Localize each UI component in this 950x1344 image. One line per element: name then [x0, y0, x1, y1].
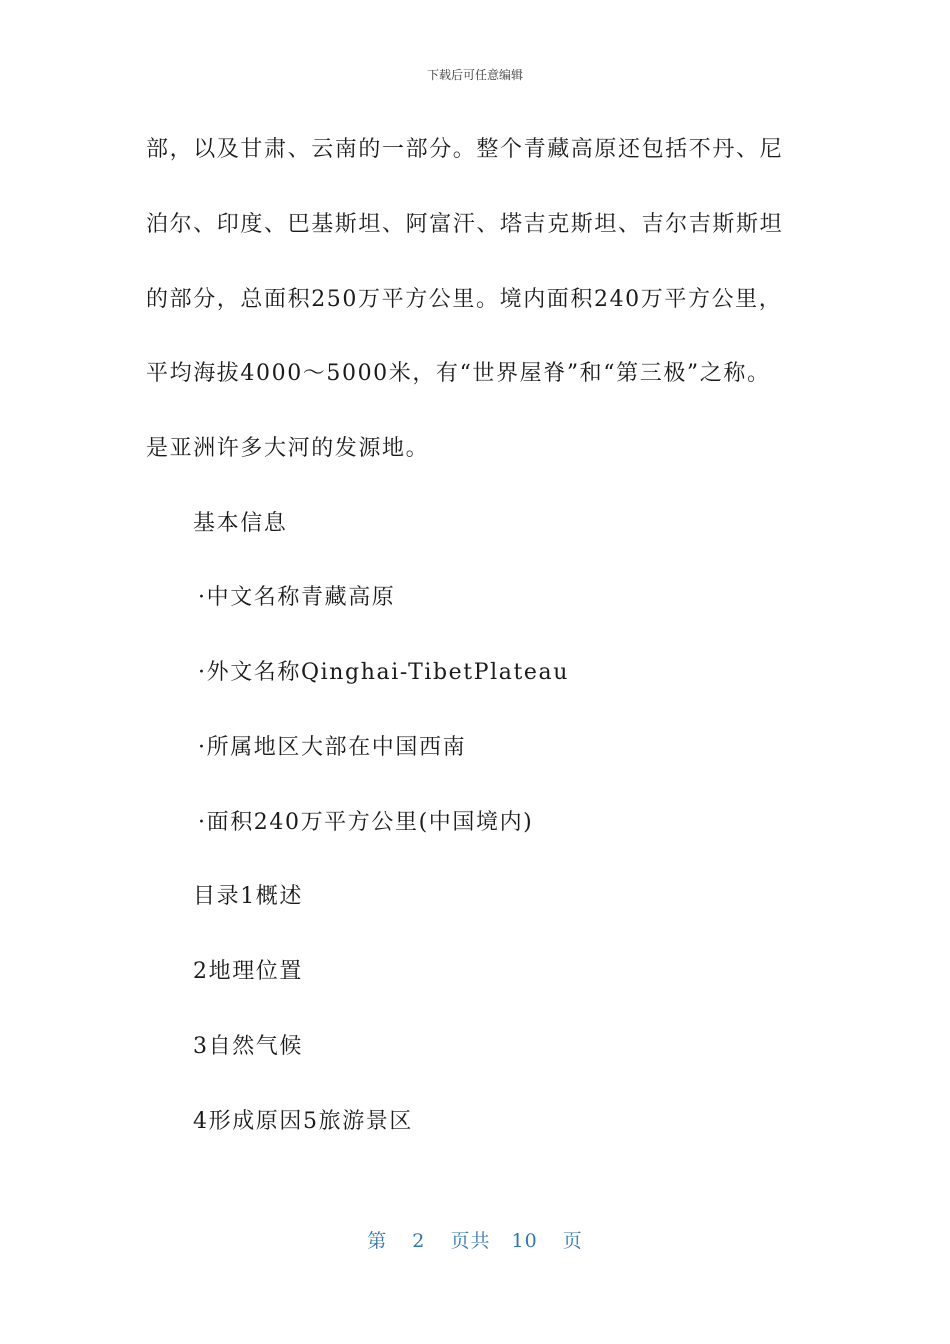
info-item: ·中文名称青藏高原: [198, 585, 396, 610]
info-item: ·外文名称Qinghai-TibetPlateau: [198, 660, 570, 685]
footer-page-number: 2: [412, 1230, 426, 1252]
page-footer: [0, 1226, 950, 1253]
info-item: ·所属地区大部在中国西南: [198, 735, 467, 760]
toc-item: 4形成原因5旅游景区: [193, 1109, 413, 1134]
body-line: 平均海拔4000～5000米，有“世界屋脊”和“第三极”之称。: [146, 361, 771, 386]
toc-item: 目录1概述: [193, 884, 303, 909]
info-item: ·面积240万平方公里(中国境内): [198, 810, 534, 835]
info-title: 基本信息: [193, 511, 288, 536]
footer-suffix: 页: [562, 1230, 583, 1252]
body-line: 部，以及甘肃、云南的一部分。整个青藏高原还包括不丹、尼: [146, 137, 784, 162]
footer-middle: 页共: [450, 1230, 491, 1252]
footer-total-pages: 10: [511, 1230, 538, 1252]
page-header: 下载后可任意编辑: [426, 68, 523, 82]
body-line: 是亚洲许多大河的发源地。: [146, 436, 430, 461]
toc-item: 2地理位置: [193, 959, 303, 984]
body-line: 的部分，总面积250万平方公里。境内面积240万平方公里，: [146, 287, 783, 312]
toc-item: 3自然气候: [193, 1034, 303, 1059]
footer-prefix: 第: [367, 1230, 388, 1252]
body-line: 泊尔、印度、巴基斯坦、阿富汗、塔吉克斯坦、吉尔吉斯斯坦: [146, 212, 784, 237]
